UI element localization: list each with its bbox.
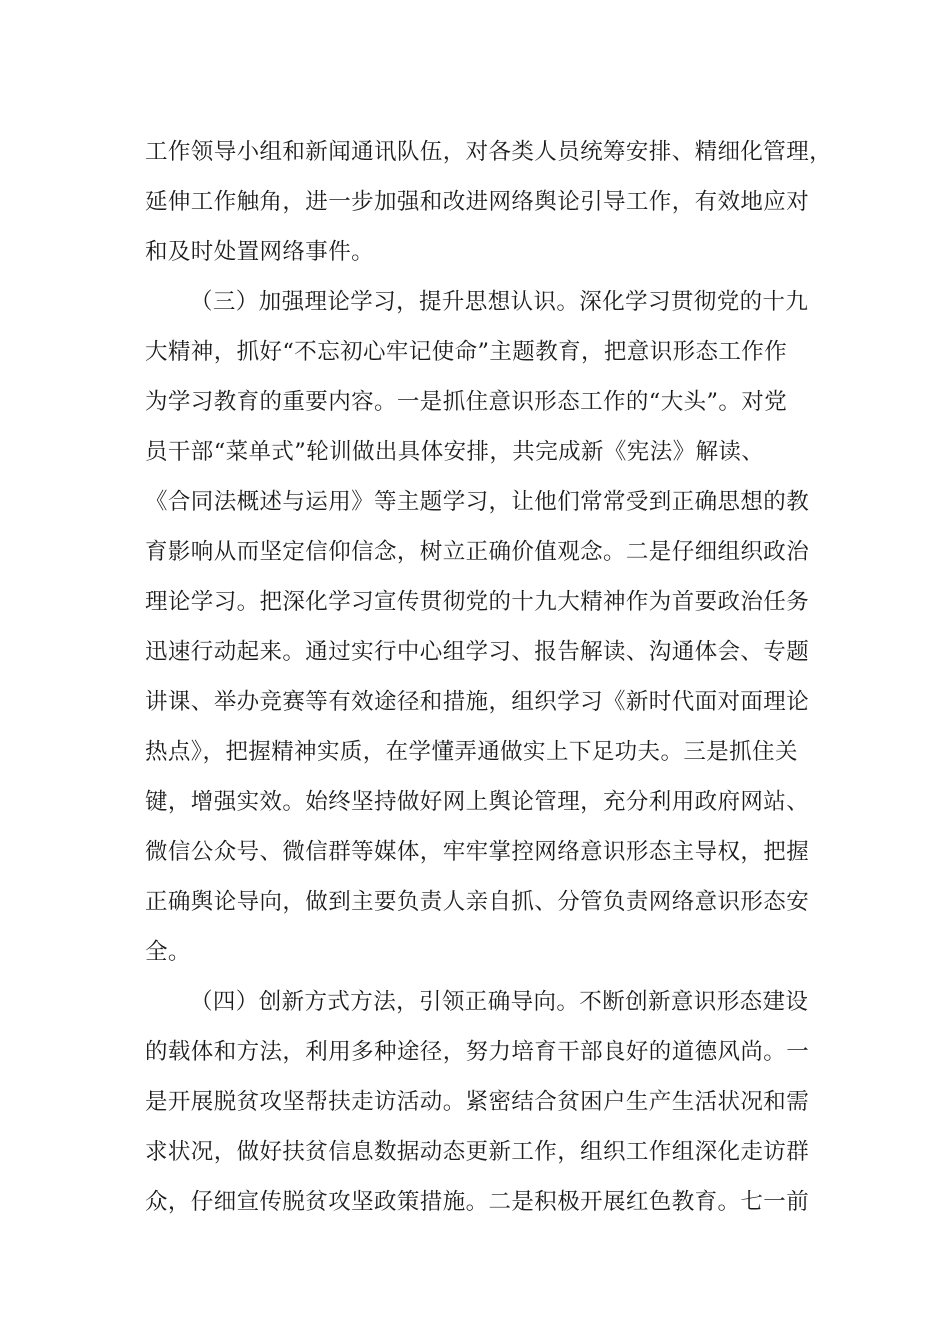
text-line: 的载体和方法，利用多种途径，努力培育干部良好的道德风尚。一 bbox=[145, 1039, 810, 1065]
text-line: 求状况，做好扶贫信息数据动态更新工作，组织工作组深化走访群 bbox=[145, 1139, 810, 1165]
text-line: 员干部“菜单式”轮训做出具体安排，共完成新《宪法》解读、 bbox=[145, 439, 765, 465]
text-line: 键，增强实效。始终坚持做好网上舆论管理，充分利用政府网站、 bbox=[145, 789, 810, 815]
paragraph-heading-line: （四）创新方式方法，引领正确导向。不断创新意识形态建设 bbox=[190, 989, 809, 1015]
text-line: 讲课、举办竞赛等有效途径和措施，组织学习《新时代面对面理论 bbox=[145, 689, 810, 715]
paragraph-heading-line: （三）加强理论学习，提升思想认识。深化学习贯彻党的十九 bbox=[190, 289, 809, 315]
text-line: 理论学习。把深化学习宣传贯彻党的十九大精神作为首要政治任务 bbox=[145, 589, 810, 615]
text-line: 迅速行动起来。通过实行中心组学习、报告解读、沟通体会、专题 bbox=[145, 639, 810, 665]
text-line: 正确舆论导向，做到主要负责人亲自抓、分管负责网络意识形态安 bbox=[145, 889, 810, 915]
text-line: 微信公众号、微信群等媒体，牢牢掌控网络意识形态主导权，把握 bbox=[145, 839, 810, 865]
text-line: 全。 bbox=[145, 939, 191, 965]
text-line: 育影响从而坚定信仰信念，树立正确价值观念。二是仔细组织政治 bbox=[145, 539, 810, 565]
text-line: 是开展脱贫攻坚帮扶走访活动。紧密结合贫困户生产生活状况和需 bbox=[145, 1089, 810, 1115]
text-line: 为学习教育的重要内容。一是抓住意识形态工作的“大头”。对党 bbox=[145, 389, 788, 415]
text-line: 众，仔细宣传脱贫攻坚政策措施。二是积极开展红色教育。七一前 bbox=[145, 1189, 810, 1215]
text-line: 《合同法概述与运用》等主题学习，让他们常常受到正确思想的教 bbox=[145, 489, 810, 515]
text-line: 热点》，把握精神实质，在学懂弄通做实上下足功夫。三是抓住关 bbox=[145, 739, 798, 765]
text-line: 工作领导小组和新闻通讯队伍，对各类人员统筹安排、精细化管理， bbox=[145, 139, 833, 165]
text-line: 大精神，抓好“不忘初心牢记使命”主题教育，把意识形态工作作 bbox=[145, 339, 788, 365]
text-line: 延伸工作触角，进一步加强和改进网络舆论引导工作，有效地应对 bbox=[145, 189, 810, 215]
text-line: 和及时处置网络事件。 bbox=[145, 239, 375, 265]
